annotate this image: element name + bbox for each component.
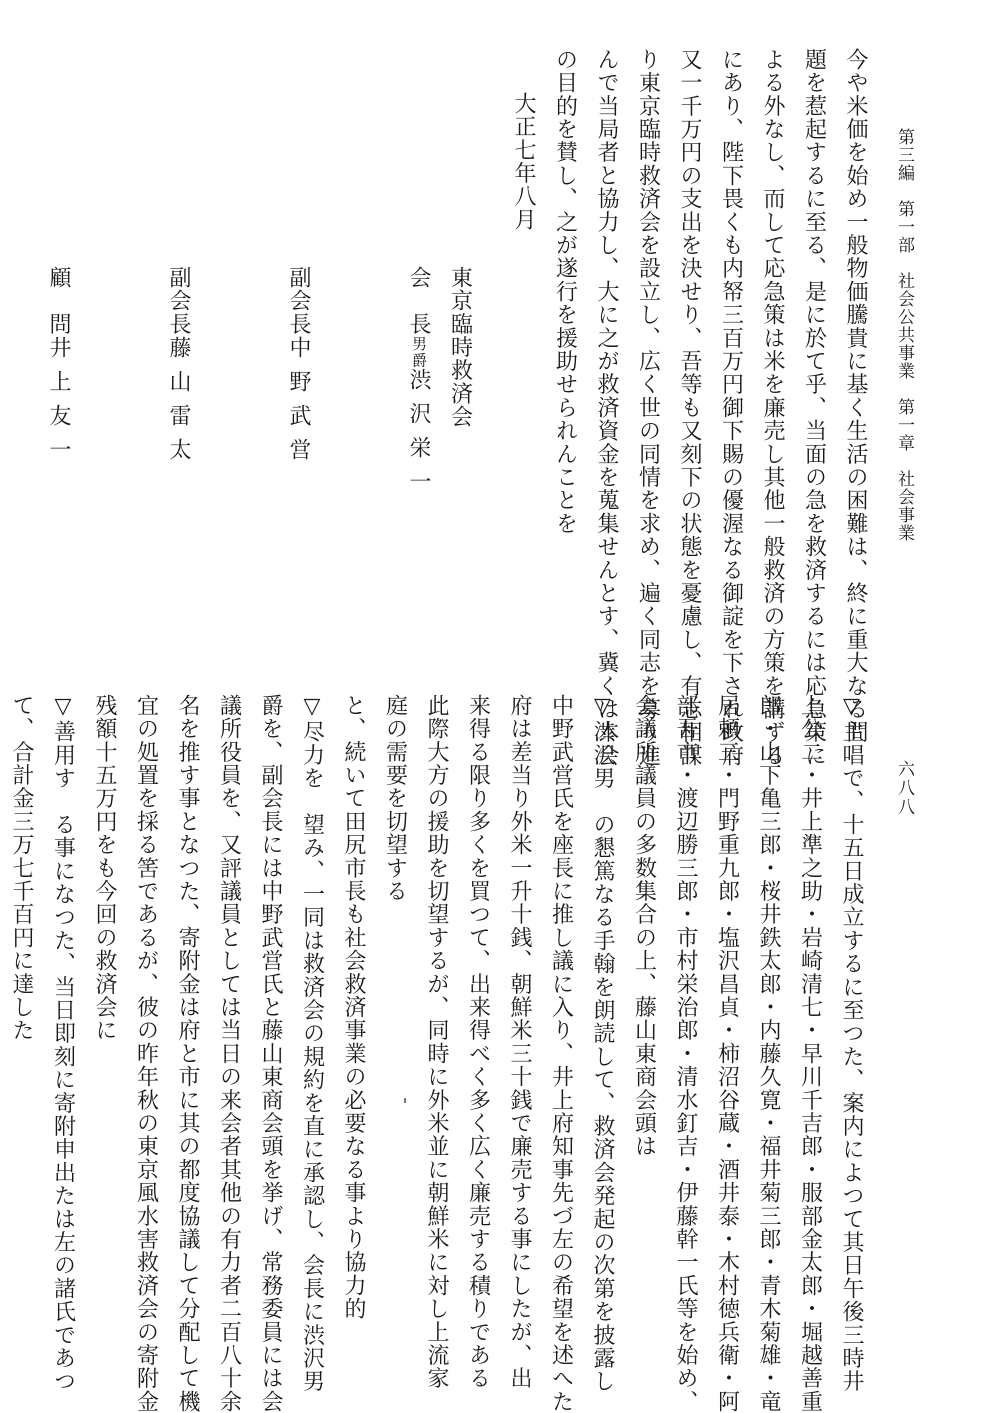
page-number: 六八八 <box>894 760 914 817</box>
article-line: 庭の需要を切望する <box>382 694 408 903</box>
officer-row <box>199 48 319 668</box>
officer-row <box>79 48 199 668</box>
article-line: 部吾市・渡辺勝三郎・市村栄治郎・清水釘吉・伊藤幹一氏等を始め、 <box>673 694 698 1413</box>
running-head: 第三編 第一部 社会公共事業 第一章 社会事業 <box>894 128 914 542</box>
article-line: と、続いて田尻市長も社会救済事業の必要なる事より協力的 <box>341 694 366 1321</box>
article-line: て、合計金三万七千百円に達した <box>9 694 34 1042</box>
article-line: 宜の処置を採る筈であるが、彼の昨年秋の東京風水害救済会の寄附金 <box>133 694 159 1413</box>
body-line: にあり、陛下畏くも内帑三百万円御下賜の優渥なる御諚を下され政府 <box>718 48 744 768</box>
body-line: 今や米価を始め一般物価騰貴に基く生活の困難は、終に重大なる問 <box>843 48 868 745</box>
officer-name: 藤山雷太 <box>166 335 191 472</box>
lower-text-block <box>0 694 872 1413</box>
officer-row <box>0 48 79 668</box>
body-line: んで当局者と協力し、大に之が救済資金を蒐集せんとす、冀くは本会 <box>594 48 619 768</box>
article-line: 中野武営氏を座長に推し議に入り、井上府知事先づ左の希望を述へた <box>548 694 574 1413</box>
officer-rank: 男爵 <box>410 335 428 369</box>
article-line: 此際大方の援助を切望するが、同時に外米並に朝鮮米に対し上流家 <box>424 694 449 1390</box>
article-line: 残額十五万円をも今回の救済会に <box>92 694 117 1042</box>
organization-name: 東京臨時救済会 <box>447 266 473 429</box>
body-line: り東京臨時救済会を設立し、広く世の同情を求め、遍く同志を募り進 <box>635 48 661 768</box>
print-speck <box>404 1098 406 1103</box>
article-line: ▽渋沢男 の懇篤なる手翰を朗読して、救済会発起の次第を披露し <box>590 694 615 1393</box>
article-line: 居頼三・門野重九郎・塩沢昌貞・柿沼谷蔵・酒井泰・木村徳兵衛・阿 <box>714 694 740 1413</box>
appeal-date: 大正七年八月 <box>511 92 536 232</box>
body-line: の目的を賛し、之が遂行を援助せられんことを <box>552 48 578 536</box>
article-line: ▽善用す る事になつた、当日即刻に寄附申出たは左の諸氏であつ <box>50 694 76 1393</box>
article-line: 爵を、副会長には中野武営氏と藤山東商会頭を挙げ、常務委員には会 <box>258 694 283 1413</box>
article-line: 来得る限り多くを買つて、出来得べく多く広く廉売する積りである <box>465 694 491 1390</box>
article-line: 会議所議員の多数集合の上、藤山東商会頭は <box>631 694 657 1158</box>
officer-name: 中野武営 <box>286 335 311 472</box>
officer-role: 副会長 <box>286 266 311 336</box>
article-line: 郎・山下亀三郎・桜井鉄太郎・内藤久寛・福井菊三郎・青木菊雄・竜 <box>756 694 781 1413</box>
officer-row <box>319 48 439 668</box>
officer-name: 渋沢栄一 <box>406 368 431 505</box>
column-gap <box>481 48 503 668</box>
officer-role: 顧 問 <box>46 266 71 336</box>
body-line: 題を惹起するに至る、是に於て乎、当面の急を救済するには応急策に <box>801 48 827 768</box>
upper-text-block <box>0 48 876 768</box>
article-line <box>0 694 1 1384</box>
officer-name: 井上友一 <box>46 335 71 472</box>
body-line: よる外なし、而して応急策は米を廉売し其他一般救済の方策を講ずる <box>760 48 785 768</box>
officer-role: 副会長 <box>166 266 191 336</box>
officer-role: 会 長 <box>406 266 431 336</box>
article-line: 名を推す事となつた、寄附金は府と市に其の都度協議して分配して機 <box>175 694 200 1413</box>
article-line: 議所役員を、又評議員としては当日の来会者其他の有力者二百八十余 <box>216 694 242 1413</box>
body-line: 又一千万円の支出を決せり、吾等も又刻下の状態を憂慮し、有志相謀 <box>677 48 702 768</box>
article-line: 上公二・井上準之助・岩崎清七・早川千吉郎・服部金太郎・堀越善重 <box>797 694 823 1413</box>
article-line: 府は差当り外米一升十銭、朝鮮米三十銭で廉売する事にしたが、出 <box>507 694 532 1390</box>
article-line: ▽尽力を 望み、一同は救済会の規約を直に承認し、会長に渋沢男 <box>299 694 325 1393</box>
article-line: ▽主唱で、十五日成立するに至つた、案内によつて其日午後三時井 <box>839 694 864 1393</box>
